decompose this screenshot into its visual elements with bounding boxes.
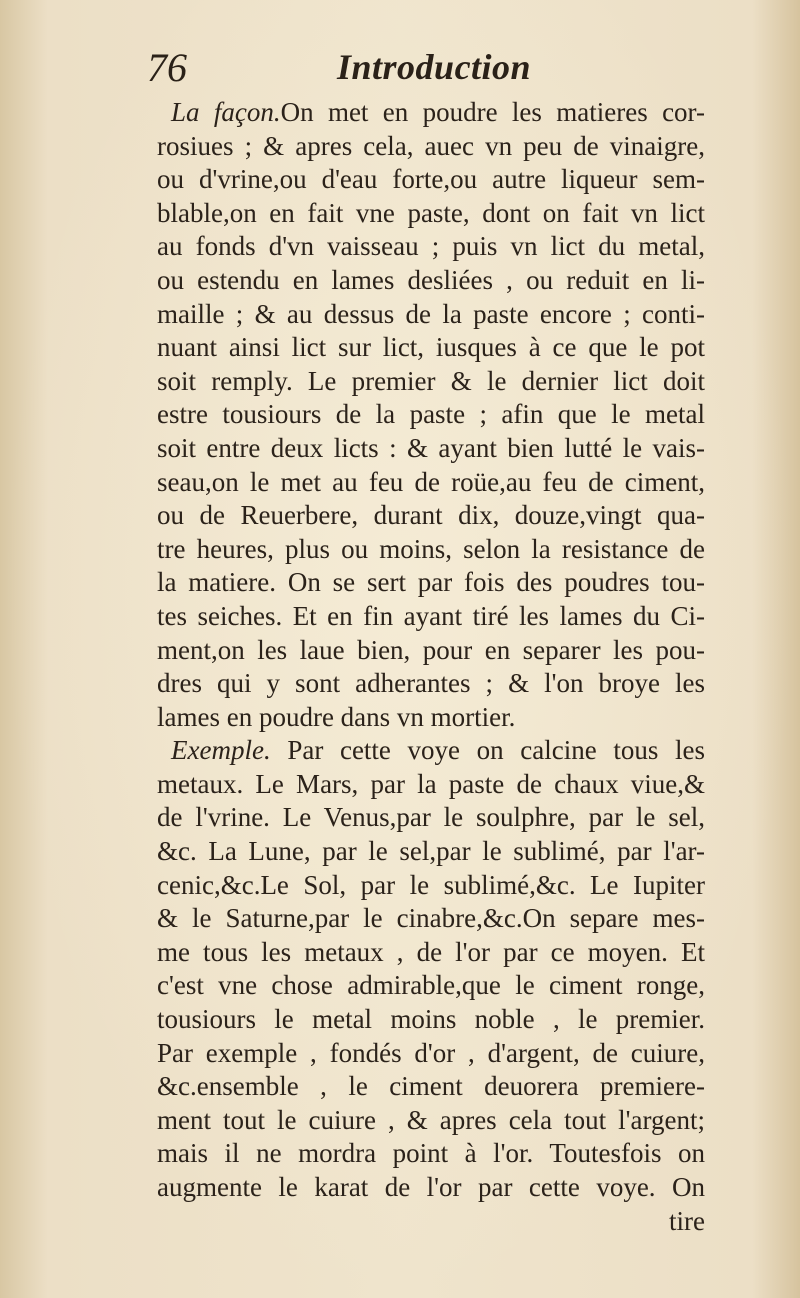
catchword: [157, 1205, 705, 1239]
text-line: [157, 600, 705, 634]
line-text: ou d'vrine,ou d'eau forte,ou autre liqueur sem-: [157, 164, 705, 195]
line-text: la matiere. On se sert par fois des poudres tou-: [157, 567, 705, 598]
line-text: &c.ensemble , le ciment deuorera premiere-: [157, 1071, 705, 1102]
line-text: &c. La Lune, par le sel,par le sublimé, par l'ar-: [157, 836, 705, 867]
section-lead: Exemple.: [171, 735, 271, 766]
line-text: ment,on les laue bien, pour en separer les pou-: [157, 634, 705, 665]
line-text: & le Saturne,par le cinabre,&c.On separe mes-: [157, 903, 705, 934]
line-text: augmente le karat de l'or par cette voye. On: [157, 1172, 705, 1202]
section-lead: La façon.: [171, 97, 281, 127]
text-line: [157, 969, 705, 1003]
text-line: [157, 197, 705, 231]
text-line: [157, 96, 705, 130]
text-line: [157, 667, 705, 701]
line-text: tre heures, plus ou moins, selon la resistance de: [157, 533, 705, 564]
text-line: [157, 835, 705, 869]
text-line: [157, 1104, 705, 1138]
text-line: [157, 634, 705, 668]
page-header: [147, 44, 707, 94]
catchword-text: tire: [669, 1205, 705, 1236]
running-head: Introduction: [337, 47, 532, 87]
text-line: [157, 130, 705, 164]
line-text: nuant ainsi lict sur lict, iusques à ce que le pot: [157, 332, 705, 363]
text-line: [157, 566, 705, 600]
line-text: mais il ne mordra point à l'or. Toutesfois on: [157, 1138, 705, 1169]
text-line: [157, 264, 705, 298]
text-line: [157, 1037, 705, 1071]
line-text: cenic,&c.Le Sol, par le sublimé,&c. Le Iupiter: [157, 869, 705, 900]
text-line: [157, 1171, 705, 1205]
text-line: [157, 533, 705, 567]
text-line: [157, 801, 705, 835]
line-text: Par exemple , fondés d'or , d'argent, de cuiure,: [157, 1037, 705, 1068]
line-text: rosiues ; & apres cela, auec vn peu de vinaigre,: [157, 130, 705, 161]
text-line: [157, 902, 705, 936]
text-line: [157, 432, 705, 466]
line-text: maille ; & au dessus de la paste encore ; conti-: [157, 298, 705, 329]
line-text: de l'vrine. Le Venus,par le soulphre, par le sel,: [157, 802, 705, 833]
line-text: c'est vne chose admirable,que le ciment ronge,: [157, 970, 705, 1001]
text-line: [157, 298, 705, 332]
text-line: [157, 499, 705, 533]
text-line: [157, 230, 705, 264]
text-line: [157, 365, 705, 399]
line-text: metaux. Le Mars, par la paste de chaux viue,&: [157, 768, 705, 799]
text-line: [157, 768, 705, 802]
line-text: tousiours le metal moins noble , le premier.: [157, 1004, 705, 1035]
text-line: [157, 869, 705, 903]
line-text: ou estendu en lames desliées , ou reduit en li-: [157, 264, 705, 295]
line-text: soit entre deux licts : & ayant bien lutté le vais-: [157, 432, 705, 463]
line-text: soit remply. Le premier & le dernier lict doit: [157, 365, 705, 396]
text-line: [157, 701, 705, 735]
line-text: ou de Reuerbere, durant dix, douze,vingt qua-: [157, 500, 705, 531]
line-text: lames en poudre dans vn mortier.: [157, 701, 516, 732]
line-text: Par cette voye on calcine tous les: [270, 735, 705, 766]
text-line: [157, 163, 705, 197]
body-text: [157, 96, 705, 1238]
line-text: au fonds d'vn vaisseau ; puis vn lict du metal,: [157, 231, 705, 262]
text-line: [157, 1070, 705, 1104]
line-text: On met en poudre les matieres cor-: [280, 97, 705, 127]
text-line: [157, 466, 705, 500]
text-line: [157, 331, 705, 365]
text-line: [157, 936, 705, 970]
line-text: dres qui y sont adherantes ; & l'on broye les: [157, 668, 705, 699]
text-line: [157, 734, 705, 768]
text-line: [157, 398, 705, 432]
line-text: tes seiches. Et en fin ayant tiré les lames du Ci-: [157, 600, 705, 631]
line-text: me tous les metaux , de l'or par ce moyen. Et: [157, 936, 705, 967]
line-text: ment tout le cuiure , & apres cela tout l'argent;: [157, 1104, 705, 1135]
text-line: [157, 1003, 705, 1037]
page-number: 76: [147, 45, 187, 90]
line-text: blable,on en fait vne paste, dont on fait vn lict: [157, 197, 705, 228]
line-text: estre tousiours de la paste ; afin que le metal: [157, 399, 705, 430]
text-line: [157, 1137, 705, 1171]
line-text: seau,on le met au feu de roüe,au feu de ciment,: [157, 466, 705, 497]
